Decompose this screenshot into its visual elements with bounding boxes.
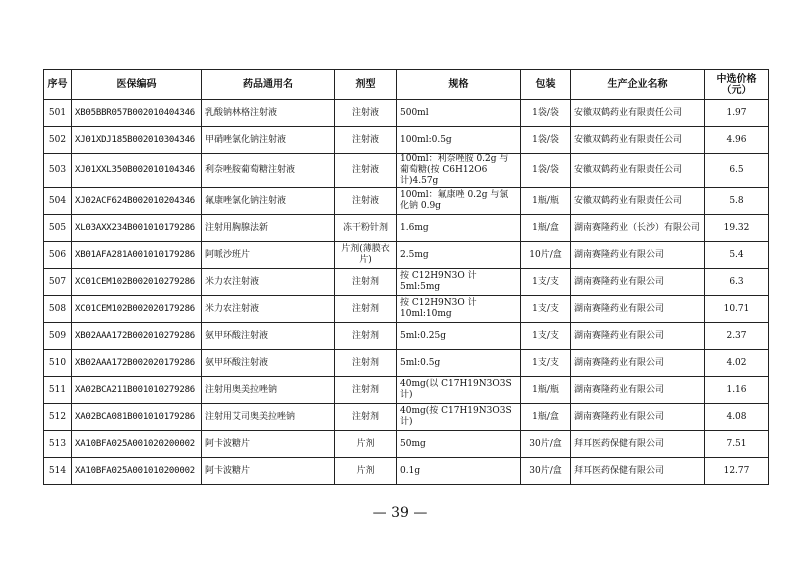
cell-pack: 1支/支 bbox=[521, 350, 571, 377]
table-row bbox=[44, 431, 769, 458]
cell-name: 阿哌沙班片 bbox=[202, 242, 335, 269]
cell-price: 5.8 bbox=[705, 188, 769, 215]
cell-spec: 1.6mg bbox=[397, 215, 521, 242]
table-body bbox=[44, 100, 769, 485]
table-header-row bbox=[44, 70, 769, 100]
cell-code: XB02AAA172B002020179286 bbox=[72, 350, 202, 377]
cell-form: 冻干粉针剂 bbox=[335, 215, 397, 242]
cell-pack: 1支/支 bbox=[521, 269, 571, 296]
cell-code: XC01CEM102B002010279286 bbox=[72, 269, 202, 296]
header-name: 药品通用名 bbox=[202, 70, 335, 100]
cell-pack: 1瓶/瓶 bbox=[521, 377, 571, 404]
cell-spec: 50mg bbox=[397, 431, 521, 458]
cell-pack: 30片/盒 bbox=[521, 431, 571, 458]
cell-spec: 40mg(以 C17H19N3O3S 计) bbox=[397, 377, 521, 404]
cell-form: 片剂(薄膜衣片) bbox=[335, 242, 397, 269]
table-row bbox=[44, 154, 769, 188]
cell-form: 片剂 bbox=[335, 458, 397, 485]
cell-pack: 1瓶/盒 bbox=[521, 215, 571, 242]
cell-name: 乳酸钠林格注射液 bbox=[202, 100, 335, 127]
cell-code: XJ02ACF624B002010204346 bbox=[72, 188, 202, 215]
cell-form: 注射剂 bbox=[335, 323, 397, 350]
cell-price: 2.37 bbox=[705, 323, 769, 350]
cell-seq: 506 bbox=[44, 242, 72, 269]
cell-name: 注射用艾司奥美拉唑钠 bbox=[202, 404, 335, 431]
cell-pack: 1袋/袋 bbox=[521, 100, 571, 127]
cell-form: 注射液 bbox=[335, 100, 397, 127]
cell-spec: 5ml:0.5g bbox=[397, 350, 521, 377]
table-row bbox=[44, 242, 769, 269]
cell-price: 12.77 bbox=[705, 458, 769, 485]
cell-seq: 513 bbox=[44, 431, 72, 458]
cell-spec: 2.5mg bbox=[397, 242, 521, 269]
header-seq: 序号 bbox=[44, 70, 72, 100]
cell-seq: 502 bbox=[44, 127, 72, 154]
cell-maker: 安徽双鹤药业有限责任公司 bbox=[571, 188, 705, 215]
header-spec: 规格 bbox=[397, 70, 521, 100]
cell-maker: 安徽双鹤药业有限责任公司 bbox=[571, 100, 705, 127]
cell-maker: 湖南赛隆药业有限公司 bbox=[571, 296, 705, 323]
cell-maker: 湖南赛隆药业（长沙）有限公司 bbox=[571, 215, 705, 242]
cell-maker: 拜耳医药保健有限公司 bbox=[571, 431, 705, 458]
cell-price: 6.5 bbox=[705, 154, 769, 188]
cell-maker: 安徽双鹤药业有限责任公司 bbox=[571, 127, 705, 154]
cell-maker: 湖南赛隆药业有限公司 bbox=[571, 377, 705, 404]
table-row bbox=[44, 458, 769, 485]
cell-code: XB02AAA172B002010279286 bbox=[72, 323, 202, 350]
cell-price: 5.4 bbox=[705, 242, 769, 269]
cell-seq: 504 bbox=[44, 188, 72, 215]
cell-seq: 514 bbox=[44, 458, 72, 485]
cell-code: XJ01XXL350B002010104346 bbox=[72, 154, 202, 188]
cell-name: 注射用奥美拉唑钠 bbox=[202, 377, 335, 404]
cell-spec: 按 C12H9N3O 计 5ml:5mg bbox=[397, 269, 521, 296]
cell-name: 甲硝唑氯化钠注射液 bbox=[202, 127, 335, 154]
cell-seq: 510 bbox=[44, 350, 72, 377]
cell-code: XA10BFA025A001010200002 bbox=[72, 458, 202, 485]
header-maker: 生产企业名称 bbox=[571, 70, 705, 100]
cell-form: 注射液 bbox=[335, 188, 397, 215]
cell-form: 注射液 bbox=[335, 154, 397, 188]
cell-code: XC01CEM102B002020179286 bbox=[72, 296, 202, 323]
cell-name: 氨甲环酸注射液 bbox=[202, 323, 335, 350]
header-code: 医保编码 bbox=[72, 70, 202, 100]
cell-code: XA02BCA081B001010179286 bbox=[72, 404, 202, 431]
cell-pack: 1瓶/盒 bbox=[521, 404, 571, 431]
cell-maker: 湖南赛隆药业有限公司 bbox=[571, 404, 705, 431]
cell-maker: 湖南赛隆药业有限公司 bbox=[571, 323, 705, 350]
header-pack: 包装 bbox=[521, 70, 571, 100]
cell-pack: 1支/支 bbox=[521, 296, 571, 323]
cell-form: 片剂 bbox=[335, 431, 397, 458]
cell-code: XA02BCA211B001010279286 bbox=[72, 377, 202, 404]
page-number: — 39 — bbox=[372, 505, 428, 521]
table-row bbox=[44, 215, 769, 242]
cell-code: XA10BFA025A001020200002 bbox=[72, 431, 202, 458]
cell-price: 4.08 bbox=[705, 404, 769, 431]
cell-pack: 1袋/袋 bbox=[521, 127, 571, 154]
cell-maker: 湖南赛隆药业有限公司 bbox=[571, 242, 705, 269]
cell-price: 10.71 bbox=[705, 296, 769, 323]
cell-spec: 500ml bbox=[397, 100, 521, 127]
cell-pack: 1瓶/瓶 bbox=[521, 188, 571, 215]
cell-name: 氨甲环酸注射液 bbox=[202, 350, 335, 377]
cell-spec: 5ml:0.25g bbox=[397, 323, 521, 350]
table-row bbox=[44, 188, 769, 215]
cell-maker: 拜耳医药保健有限公司 bbox=[571, 458, 705, 485]
table-row bbox=[44, 100, 769, 127]
cell-seq: 508 bbox=[44, 296, 72, 323]
cell-maker: 湖南赛隆药业有限公司 bbox=[571, 350, 705, 377]
cell-spec: 40mg(按 C17H19N3O3S 计) bbox=[397, 404, 521, 431]
cell-pack: 1袋/袋 bbox=[521, 154, 571, 188]
drug-price-table bbox=[43, 69, 769, 485]
header-price: 中选价格（元） bbox=[705, 70, 769, 100]
cell-price: 4.02 bbox=[705, 350, 769, 377]
cell-price: 1.97 bbox=[705, 100, 769, 127]
cell-name: 米力农注射液 bbox=[202, 296, 335, 323]
cell-name: 注射用胸腺法新 bbox=[202, 215, 335, 242]
cell-seq: 512 bbox=[44, 404, 72, 431]
table-row bbox=[44, 350, 769, 377]
cell-form: 注射剂 bbox=[335, 404, 397, 431]
cell-seq: 511 bbox=[44, 377, 72, 404]
cell-price: 7.51 bbox=[705, 431, 769, 458]
cell-code: XL03AXX234B001010179286 bbox=[72, 215, 202, 242]
cell-name: 米力农注射液 bbox=[202, 269, 335, 296]
cell-name: 氟康唑氯化钠注射液 bbox=[202, 188, 335, 215]
cell-seq: 505 bbox=[44, 215, 72, 242]
cell-price: 19.32 bbox=[705, 215, 769, 242]
cell-maker: 湖南赛隆药业有限公司 bbox=[571, 269, 705, 296]
cell-form: 注射剂 bbox=[335, 350, 397, 377]
cell-name: 阿卡波糖片 bbox=[202, 431, 335, 458]
cell-form: 注射剂 bbox=[335, 377, 397, 404]
cell-seq: 501 bbox=[44, 100, 72, 127]
cell-seq: 507 bbox=[44, 269, 72, 296]
table-row bbox=[44, 269, 769, 296]
cell-spec: 100ml：利奈唑胺 0.2g 与葡萄糖(按 C6H12O6 计)4.57g bbox=[397, 154, 521, 188]
cell-code: XB05BBR057B002010404346 bbox=[72, 100, 202, 127]
cell-pack: 10片/盒 bbox=[521, 242, 571, 269]
table-row bbox=[44, 323, 769, 350]
cell-price: 4.96 bbox=[705, 127, 769, 154]
cell-seq: 509 bbox=[44, 323, 72, 350]
cell-seq: 503 bbox=[44, 154, 72, 188]
cell-code: XB01AFA281A001010179286 bbox=[72, 242, 202, 269]
cell-form: 注射剂 bbox=[335, 296, 397, 323]
cell-name: 利奈唑胺葡萄糖注射液 bbox=[202, 154, 335, 188]
cell-pack: 1支/支 bbox=[521, 323, 571, 350]
table-row bbox=[44, 296, 769, 323]
cell-spec: 100ml：氟康唑 0.2g 与氯化钠 0.9g bbox=[397, 188, 521, 215]
cell-spec: 0.1g bbox=[397, 458, 521, 485]
table-row bbox=[44, 404, 769, 431]
cell-price: 6.3 bbox=[705, 269, 769, 296]
table-row bbox=[44, 377, 769, 404]
table-row bbox=[44, 127, 769, 154]
cell-pack: 30片/盒 bbox=[521, 458, 571, 485]
cell-form: 注射剂 bbox=[335, 269, 397, 296]
cell-spec: 100ml:0.5g bbox=[397, 127, 521, 154]
cell-price: 1.16 bbox=[705, 377, 769, 404]
cell-maker: 安徽双鹤药业有限责任公司 bbox=[571, 154, 705, 188]
cell-code: XJ01XDJ185B002010304346 bbox=[72, 127, 202, 154]
cell-spec: 按 C12H9N3O 计 10ml:10mg bbox=[397, 296, 521, 323]
cell-name: 阿卡波糖片 bbox=[202, 458, 335, 485]
cell-form: 注射液 bbox=[335, 127, 397, 154]
header-form: 剂型 bbox=[335, 70, 397, 100]
